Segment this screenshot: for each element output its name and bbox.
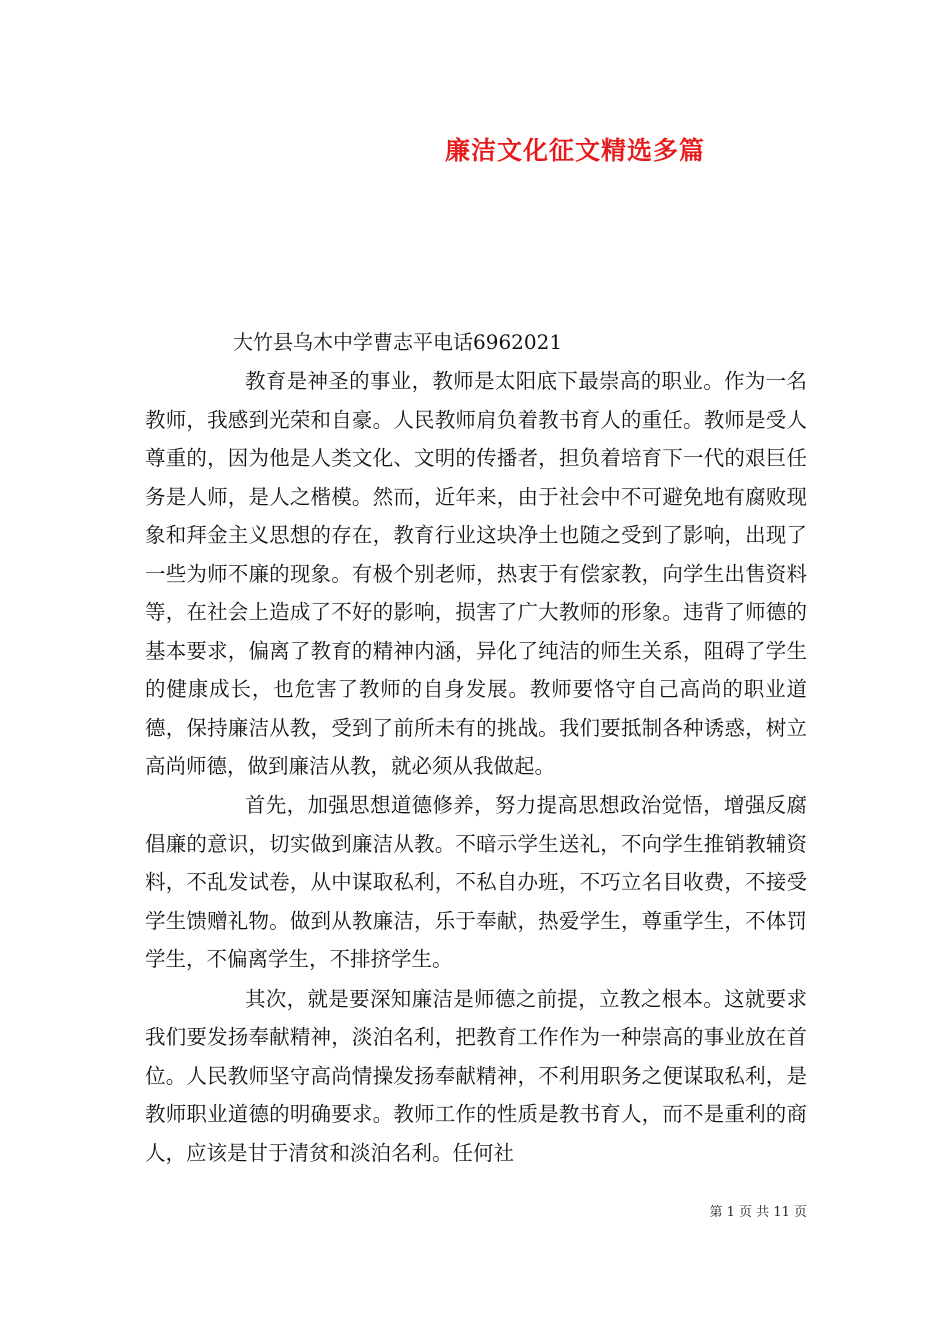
paragraph-3: 其次，就是要深知廉洁是师德之前提，立教之根本。这就要求我们要发扬奉献精神，淡泊名利，把教育工作作为一种崇高的事业放在首位。人民教师坚守高尚情操发扬奉献精神，不利用职务之便谋取私利，是教师职业道德的明确要求。教师工作的性质是教书育人，而不是重利的商人，应该是甘于清贫和淡泊名利。任何社 xyxy=(145,986,807,1165)
page-footer: 第 1 页 共 11 页 xyxy=(709,1205,807,1220)
paragraph-2: 首先，加强思想道德修养，努力提高思想政治觉悟，增强反腐倡廉的意识，切实做到廉洁从教。不暗示学生送礼，不向学生推销教辅资料，不乱发试卷，从中谋取私利，不私自办班，不巧立名目收费，不接受学生馈赠礼物。做到从教廉洁，乐于奉献，热爱学生，尊重学生，不体罚学生，不偏离学生，不排挤学生。 xyxy=(145,793,807,972)
document-title: 廉洁文化征文精选多篇 xyxy=(445,136,706,165)
author-line: 大竹县乌木中学曹志平电话6962021 xyxy=(233,330,563,354)
paragraph-1: 教育是神圣的事业，教师是太阳底下最崇高的职业。作为一名教师，我感到光荣和自豪。人民教师肩负着教书育人的重任。教师是受人尊重的，因为他是人类文化、文明的传播者，担负着培育下一代的艰巨任务是人师，是人之楷模。然而，近年来，由于社会中不可避免地有腐败现象和拜金主义思想的存在，教育行业这块净土也随之受到了影响，出现了一些为师不廉的现象。有极个别老师，热衷于有偿家教，向学生出售资料等，在社会上造成了不好的影响，损害了广大教师的形象。违背了师德的基本要求，偏离了教育的精神内涵，异化了纯洁的师生关系，阻碍了学生的健康成长，也危害了教师的自身发展。教师要恪守自己高尚的职业道德，保持廉洁从教，受到了前所未有的挑战。我们要抵制各种诱惑，树立高尚师德，做到廉洁从教，就必须从我做起。 xyxy=(145,369,807,778)
document-body xyxy=(145,362,807,1173)
